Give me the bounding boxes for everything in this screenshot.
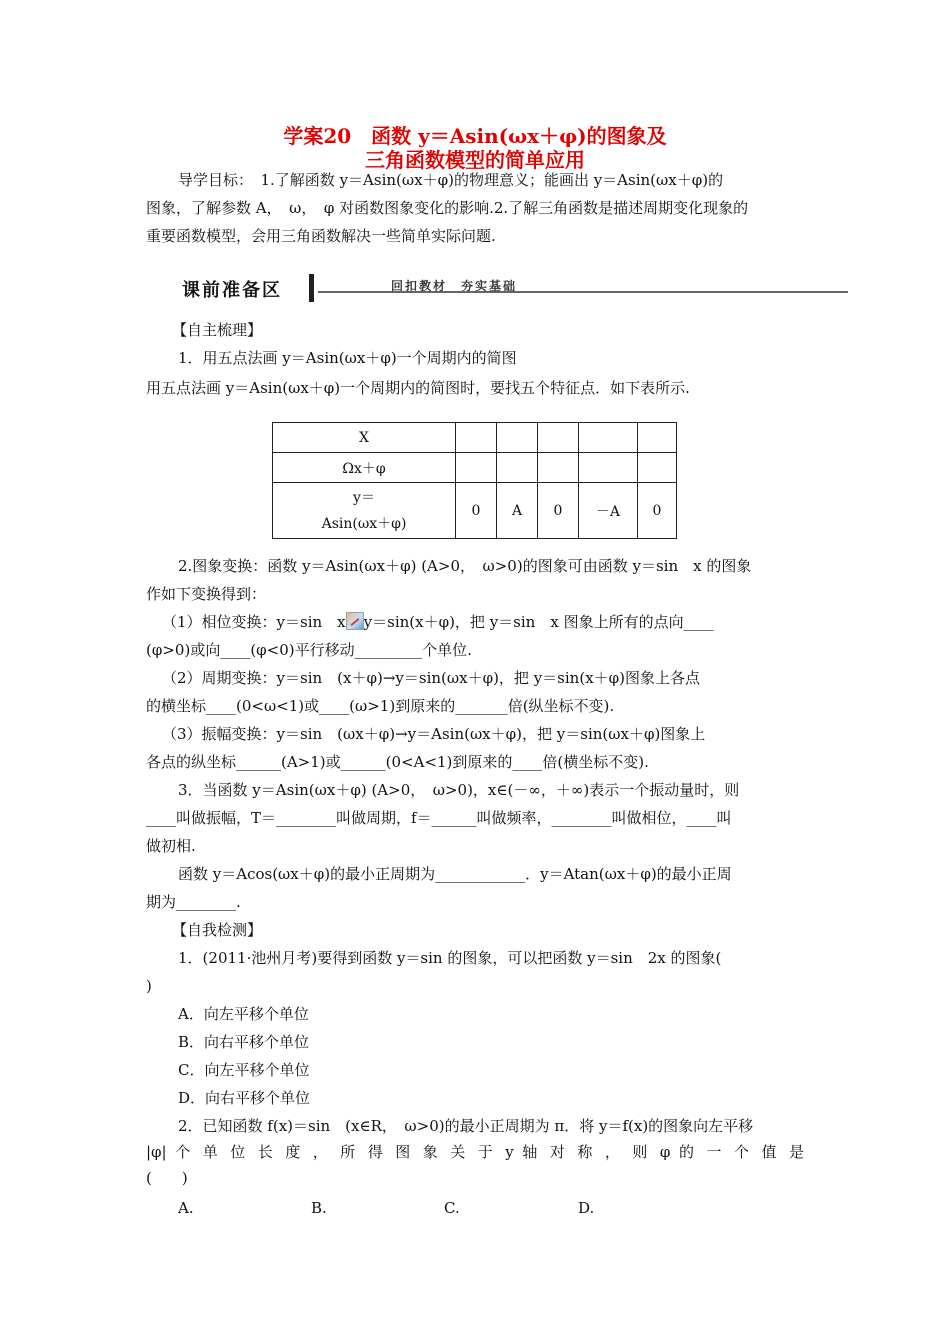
banner-subtitle: 回扣教材 夯实基础 bbox=[391, 279, 518, 293]
question-2-option-a: A. bbox=[178, 1199, 194, 1217]
table-cell bbox=[538, 423, 579, 453]
question-2-line-3: ( ) bbox=[146, 1169, 188, 1187]
table-cell: 0 bbox=[638, 483, 677, 539]
question-1-line-2: ) bbox=[146, 977, 152, 995]
table-cell bbox=[638, 423, 677, 453]
transform-line-3 bbox=[162, 612, 714, 632]
self-check-heading: 【自我检测】 bbox=[172, 921, 263, 939]
transform-line-7: （3）振幅变换：y＝sin (ωx＋φ)→y＝Asin(ωx＋φ)，把 y＝sin(ωx＋φ)图象上 bbox=[162, 725, 706, 743]
table-cell bbox=[497, 423, 538, 453]
transform-line-2: 作如下变换得到： bbox=[146, 585, 267, 603]
table-cell bbox=[456, 453, 497, 483]
transform-line-6: 的横坐标____(0<ω<1)或____(ω>1)到原来的_______倍(纵坐标不变). bbox=[146, 697, 615, 715]
objectives-line-1: 导学目标： 1.了解函数 y＝Asin(ωx＋φ)的物理意义；能画出 y＝Asin(ωx＋φ)的 bbox=[178, 171, 724, 189]
page-subtitle: 三角函数模型的简单应用 bbox=[365, 148, 585, 172]
item1-desc: 用五点法画 y＝Asin(ωx＋φ)一个周期内的简图时，要找五个特征点．如下表所示. bbox=[146, 379, 690, 397]
self-review-heading: 【自主梳理】 bbox=[172, 321, 263, 339]
phase-shift-text-a: （1）相位变换：y＝sin x bbox=[162, 613, 346, 631]
transform-line-8: 各点的纵坐标______(A>1)或______(0<A<1)到原来的____倍(横坐标不变). bbox=[146, 753, 649, 771]
table-cell-label: X bbox=[273, 423, 456, 453]
table-row bbox=[273, 453, 677, 483]
transform-line-4: (φ>0)或向____(φ<0)平行移动_________个单位. bbox=[146, 641, 472, 659]
period-line-1: 函数 y＝Acos(ωx＋φ)的最小正周期为____________．y＝Atan(ωx＋φ)的最小正周 bbox=[178, 865, 732, 883]
question-2-option-c: C. bbox=[444, 1199, 460, 1217]
table-cell: 0 bbox=[538, 483, 579, 539]
question-2-line-2: |φ| 个 单 位 长 度 ， 所 得 图 象 关 于 y 轴 对 称 ， 则 φ 的 一 个 值 是 bbox=[146, 1143, 804, 1161]
transform-line-5: （2）周期变换：y＝sin (x＋φ)→y＝sin(ωx＋φ)，把 y＝sin(x＋φ)图象上各点 bbox=[162, 669, 701, 687]
broken-image-icon bbox=[346, 612, 364, 630]
banner-title: 课前准备区 bbox=[182, 280, 282, 301]
phase-shift-text-b: y＝sin(x＋φ)，把 y＝sin x 图象上所有的点向____ bbox=[363, 613, 714, 631]
table-cell bbox=[579, 453, 638, 483]
table-row bbox=[273, 423, 677, 453]
section-banner bbox=[172, 274, 848, 304]
item1-title: 1．用五点法画 y＝Asin(ωx＋φ)一个周期内的简图 bbox=[178, 349, 517, 367]
table-cell bbox=[579, 423, 638, 453]
objectives-line-3: 重要函数模型，会用三角函数解决一些简单实际问题. bbox=[146, 227, 496, 245]
period-line-2: 期为________. bbox=[146, 893, 241, 911]
vibration-line-3: 做初相. bbox=[146, 837, 196, 855]
table-cell-label bbox=[273, 483, 456, 539]
question-2-option-b: B. bbox=[311, 1199, 327, 1217]
vibration-line-2: ____叫做振幅，T＝________叫做周期，f＝______叫做频率，________叫做相位，____叫 bbox=[146, 809, 732, 827]
page-title: 学案20 函数 y＝Asin(ωx＋φ)的图象及 bbox=[283, 124, 667, 148]
table-cell bbox=[538, 453, 579, 483]
question-1-option-b: B．向右平移个单位 bbox=[178, 1033, 310, 1051]
table-cell: －A bbox=[579, 483, 638, 539]
table-cell bbox=[638, 453, 677, 483]
question-2-option-d: D. bbox=[578, 1199, 595, 1217]
question-1-option-a: A．向左平移个单位 bbox=[178, 1005, 309, 1023]
transform-line-1: 2.图象变换：函数 y＝Asin(ωx＋φ) (A>0， ω>0)的图象可由函数 y＝sin x 的图象 bbox=[178, 557, 752, 575]
question-1-option-d: D．向右平移个单位 bbox=[178, 1089, 311, 1107]
objectives-line-2: 图象，了解参数 A， ω， φ 对函数图象变化的影响.2.了解三角函数是描述周期变化现象的 bbox=[146, 199, 749, 217]
table-label-a: y＝ bbox=[353, 489, 375, 506]
table-cell: A bbox=[497, 483, 538, 539]
question-1-line-1: 1．(2011·池州月考)要得到函数 y＝sin 的图象，可以把函数 y＝sin 2x 的图象( bbox=[178, 949, 722, 967]
vibration-line-1: 3．当函数 y＝Asin(ωx＋φ) (A>0， ω>0)，x∈(－∞，＋∞)表示一个振动量时，则 bbox=[178, 781, 740, 799]
question-2-line-1: 2．已知函数 f(x)＝sin (x∈R， ω>0)的最小正周期为 π．将 y＝f(x)的图象向左平移 bbox=[178, 1117, 754, 1135]
banner-box bbox=[172, 274, 314, 302]
table-cell: 0 bbox=[456, 483, 497, 539]
question-1-option-c: C．向左平移个单位 bbox=[178, 1061, 310, 1079]
table-cell-label: Ωx＋φ bbox=[273, 453, 456, 483]
table-row bbox=[273, 483, 677, 539]
table-cell bbox=[497, 453, 538, 483]
five-point-table bbox=[272, 422, 677, 539]
table-cell bbox=[456, 423, 497, 453]
table-label-b: Asin(ωx＋φ) bbox=[321, 515, 407, 532]
